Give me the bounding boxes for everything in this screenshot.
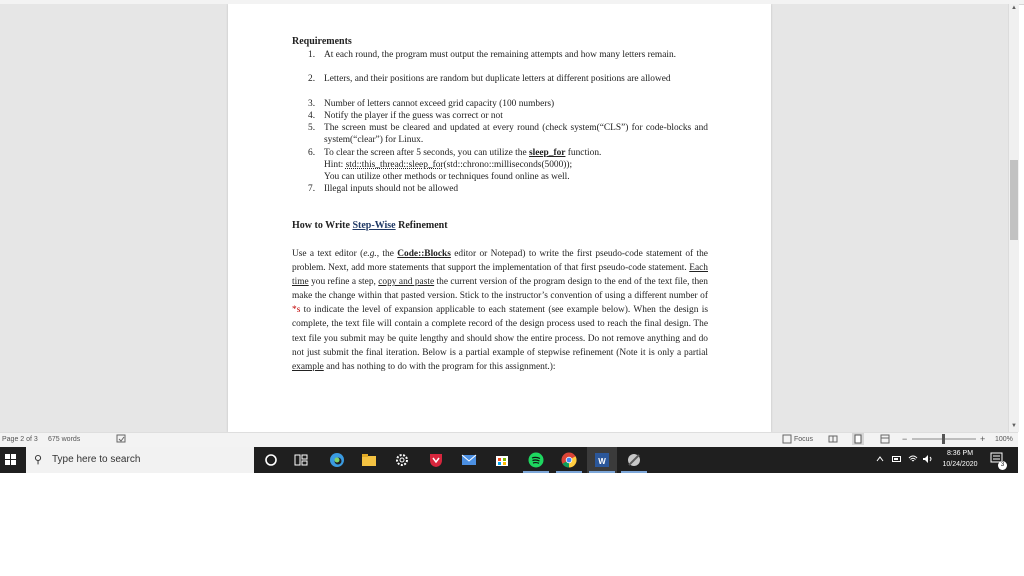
sleep-for-link[interactable]: sleep_for [528, 148, 566, 158]
requirement-text: Number of letters cannot exceed grid capacity (100 numbers) [324, 99, 555, 109]
cortana-icon[interactable] [262, 451, 280, 469]
file-explorer-icon[interactable] [360, 451, 378, 469]
scroll-down-icon[interactable]: ▼ [1011, 423, 1017, 429]
zoom-in-icon[interactable]: + [980, 434, 986, 444]
list-number: 5. [308, 123, 316, 133]
vertical-scrollbar[interactable] [1008, 4, 1019, 432]
requirement-text: Illegal inputs should not be allowed [324, 184, 459, 194]
running-indicator [589, 471, 615, 473]
text-run: How to Write [292, 220, 353, 231]
requirements-heading: Requirements [292, 36, 352, 47]
requirement-text: Letters, and their positions are random but duplicate letters at different positions are allowed [324, 74, 671, 84]
text-run: you refine a step, [308, 277, 379, 288]
requirement-item [308, 98, 708, 110]
text-run: Each time [292, 263, 708, 288]
focus-label[interactable]: Focus [794, 436, 814, 443]
text-run: example [292, 361, 324, 372]
focus-icon[interactable] [782, 434, 792, 446]
chevron-up-icon[interactable] [876, 455, 884, 465]
requirement-item [308, 49, 708, 73]
proofing-icon[interactable] [116, 434, 126, 446]
svg-text:W: W [598, 457, 606, 466]
web-layout-icon[interactable] [880, 434, 890, 446]
requirement-item [308, 183, 708, 195]
task-view-icon[interactable] [292, 451, 310, 469]
list-number: 4. [308, 111, 316, 121]
text-run: , the [376, 249, 398, 259]
text-run: and has nothing to do with the program for this assignment.): [323, 361, 556, 372]
requirement-text: The screen must be cleared and updated at every round (check system(“CLS”) for code-blocks and system(“clear”) for Linux. [324, 123, 708, 145]
hint-code-underlined: std::this_thread::sleep_for [345, 160, 444, 170]
system-tray [872, 447, 1018, 473]
scroll-up-icon[interactable]: ▲ [1011, 5, 1017, 11]
text-run: function. [565, 148, 602, 158]
search-placeholder: Type here to search [52, 454, 141, 465]
requirement-text: Notify the player if the guess was correct or not [324, 111, 503, 121]
search-icon: ⚲ [34, 454, 43, 466]
text-run: *s [292, 305, 301, 316]
running-indicator [523, 471, 549, 473]
word-icon [593, 451, 611, 469]
requirement-item [308, 147, 708, 159]
zoom-out-icon[interactable]: − [902, 434, 908, 444]
list-number: 7. [308, 184, 316, 194]
status-bar [0, 432, 1018, 447]
app-icon[interactable] [625, 451, 643, 469]
requirement-text [324, 147, 708, 159]
running-indicator [621, 471, 647, 473]
text-run: copy and paste [378, 277, 435, 288]
document-area[interactable] [0, 4, 1008, 432]
list-number: 6. [308, 148, 316, 158]
wifi-icon[interactable] [908, 454, 918, 466]
spotify-icon[interactable] [527, 451, 545, 469]
word-count[interactable]: 675 words [48, 436, 81, 443]
body-paragraph [292, 247, 708, 374]
code-blocks-link[interactable]: Code::Blocks [397, 249, 451, 259]
page-count[interactable]: Page 2 of 3 [2, 436, 38, 443]
volume-icon[interactable] [922, 454, 934, 466]
hint-label: Hint: [324, 160, 346, 170]
text-run: Refinement [395, 220, 448, 231]
taskbar-search-box[interactable] [26, 447, 254, 473]
text-run: Use a text editor ( [292, 249, 364, 259]
text-run: To clear the screen after 5 seconds, you can utilize the [324, 148, 529, 158]
settings-icon[interactable] [393, 451, 411, 469]
clock-time[interactable]: 8:36 PM [946, 450, 974, 457]
requirement-item [308, 122, 708, 146]
hint-note: You can utilize other methods or techniques found online as well. [324, 172, 570, 182]
notification-badge: 3 [998, 461, 1007, 470]
text-run: to indicate the level of expansion applicable to each statement (see example below). When the design is complete, the text file will contain a complete record of the design process used to reach the final design. The text file you submit may be quite lengthy and should show the entire process. Do not remove anything and do not just submit the final iteration. Below is a partial example of stepwise refinement (Note it is only a partial [292, 305, 708, 358]
windows-start-icon[interactable] [0, 447, 22, 473]
text-run: the current version of the program design to the end of the text file, then make the change within that pasted version. Stick to the instructor’s convention of using a different number of [292, 277, 708, 302]
zoom-level[interactable]: 100% [995, 436, 1013, 443]
mcafee-icon[interactable] [427, 451, 445, 469]
print-layout-icon[interactable] [852, 433, 864, 447]
requirement-item [308, 73, 708, 97]
chrome-icon[interactable] [560, 451, 578, 469]
hint-line [324, 159, 714, 171]
running-indicator [556, 471, 582, 473]
list-number: 3. [308, 99, 316, 109]
step-wise-link[interactable]: Step-Wise [352, 220, 396, 231]
read-mode-icon[interactable] [828, 434, 838, 446]
battery-icon[interactable] [892, 455, 902, 465]
taskbar [0, 447, 1018, 473]
scroll-thumb[interactable] [1010, 160, 1018, 240]
hint-code: (std::chrono::milliseconds(5000)); [443, 160, 573, 170]
text-run: editor or Notepad) to write the first pseudo-code statement of the problem. Next, add more statements that support the implementation of that first pseudo-code statement. [292, 249, 708, 274]
requirement-item [308, 110, 708, 122]
requirement-text: At each round, the program must output the remaining attempts and how many letters remain. [324, 50, 676, 60]
list-number: 2. [308, 74, 316, 84]
list-number: 1. [308, 50, 316, 60]
zoom-slider[interactable] [912, 433, 976, 447]
text-run: e.g. [363, 249, 377, 259]
edge-icon[interactable] [328, 451, 346, 469]
mail-icon[interactable] [460, 451, 478, 469]
store-icon[interactable] [493, 451, 511, 469]
word-taskbar-button[interactable] [587, 447, 617, 473]
section-heading [292, 220, 448, 231]
clock-date[interactable]: 10/24/2020 [942, 461, 978, 468]
document-page[interactable] [228, 4, 771, 432]
